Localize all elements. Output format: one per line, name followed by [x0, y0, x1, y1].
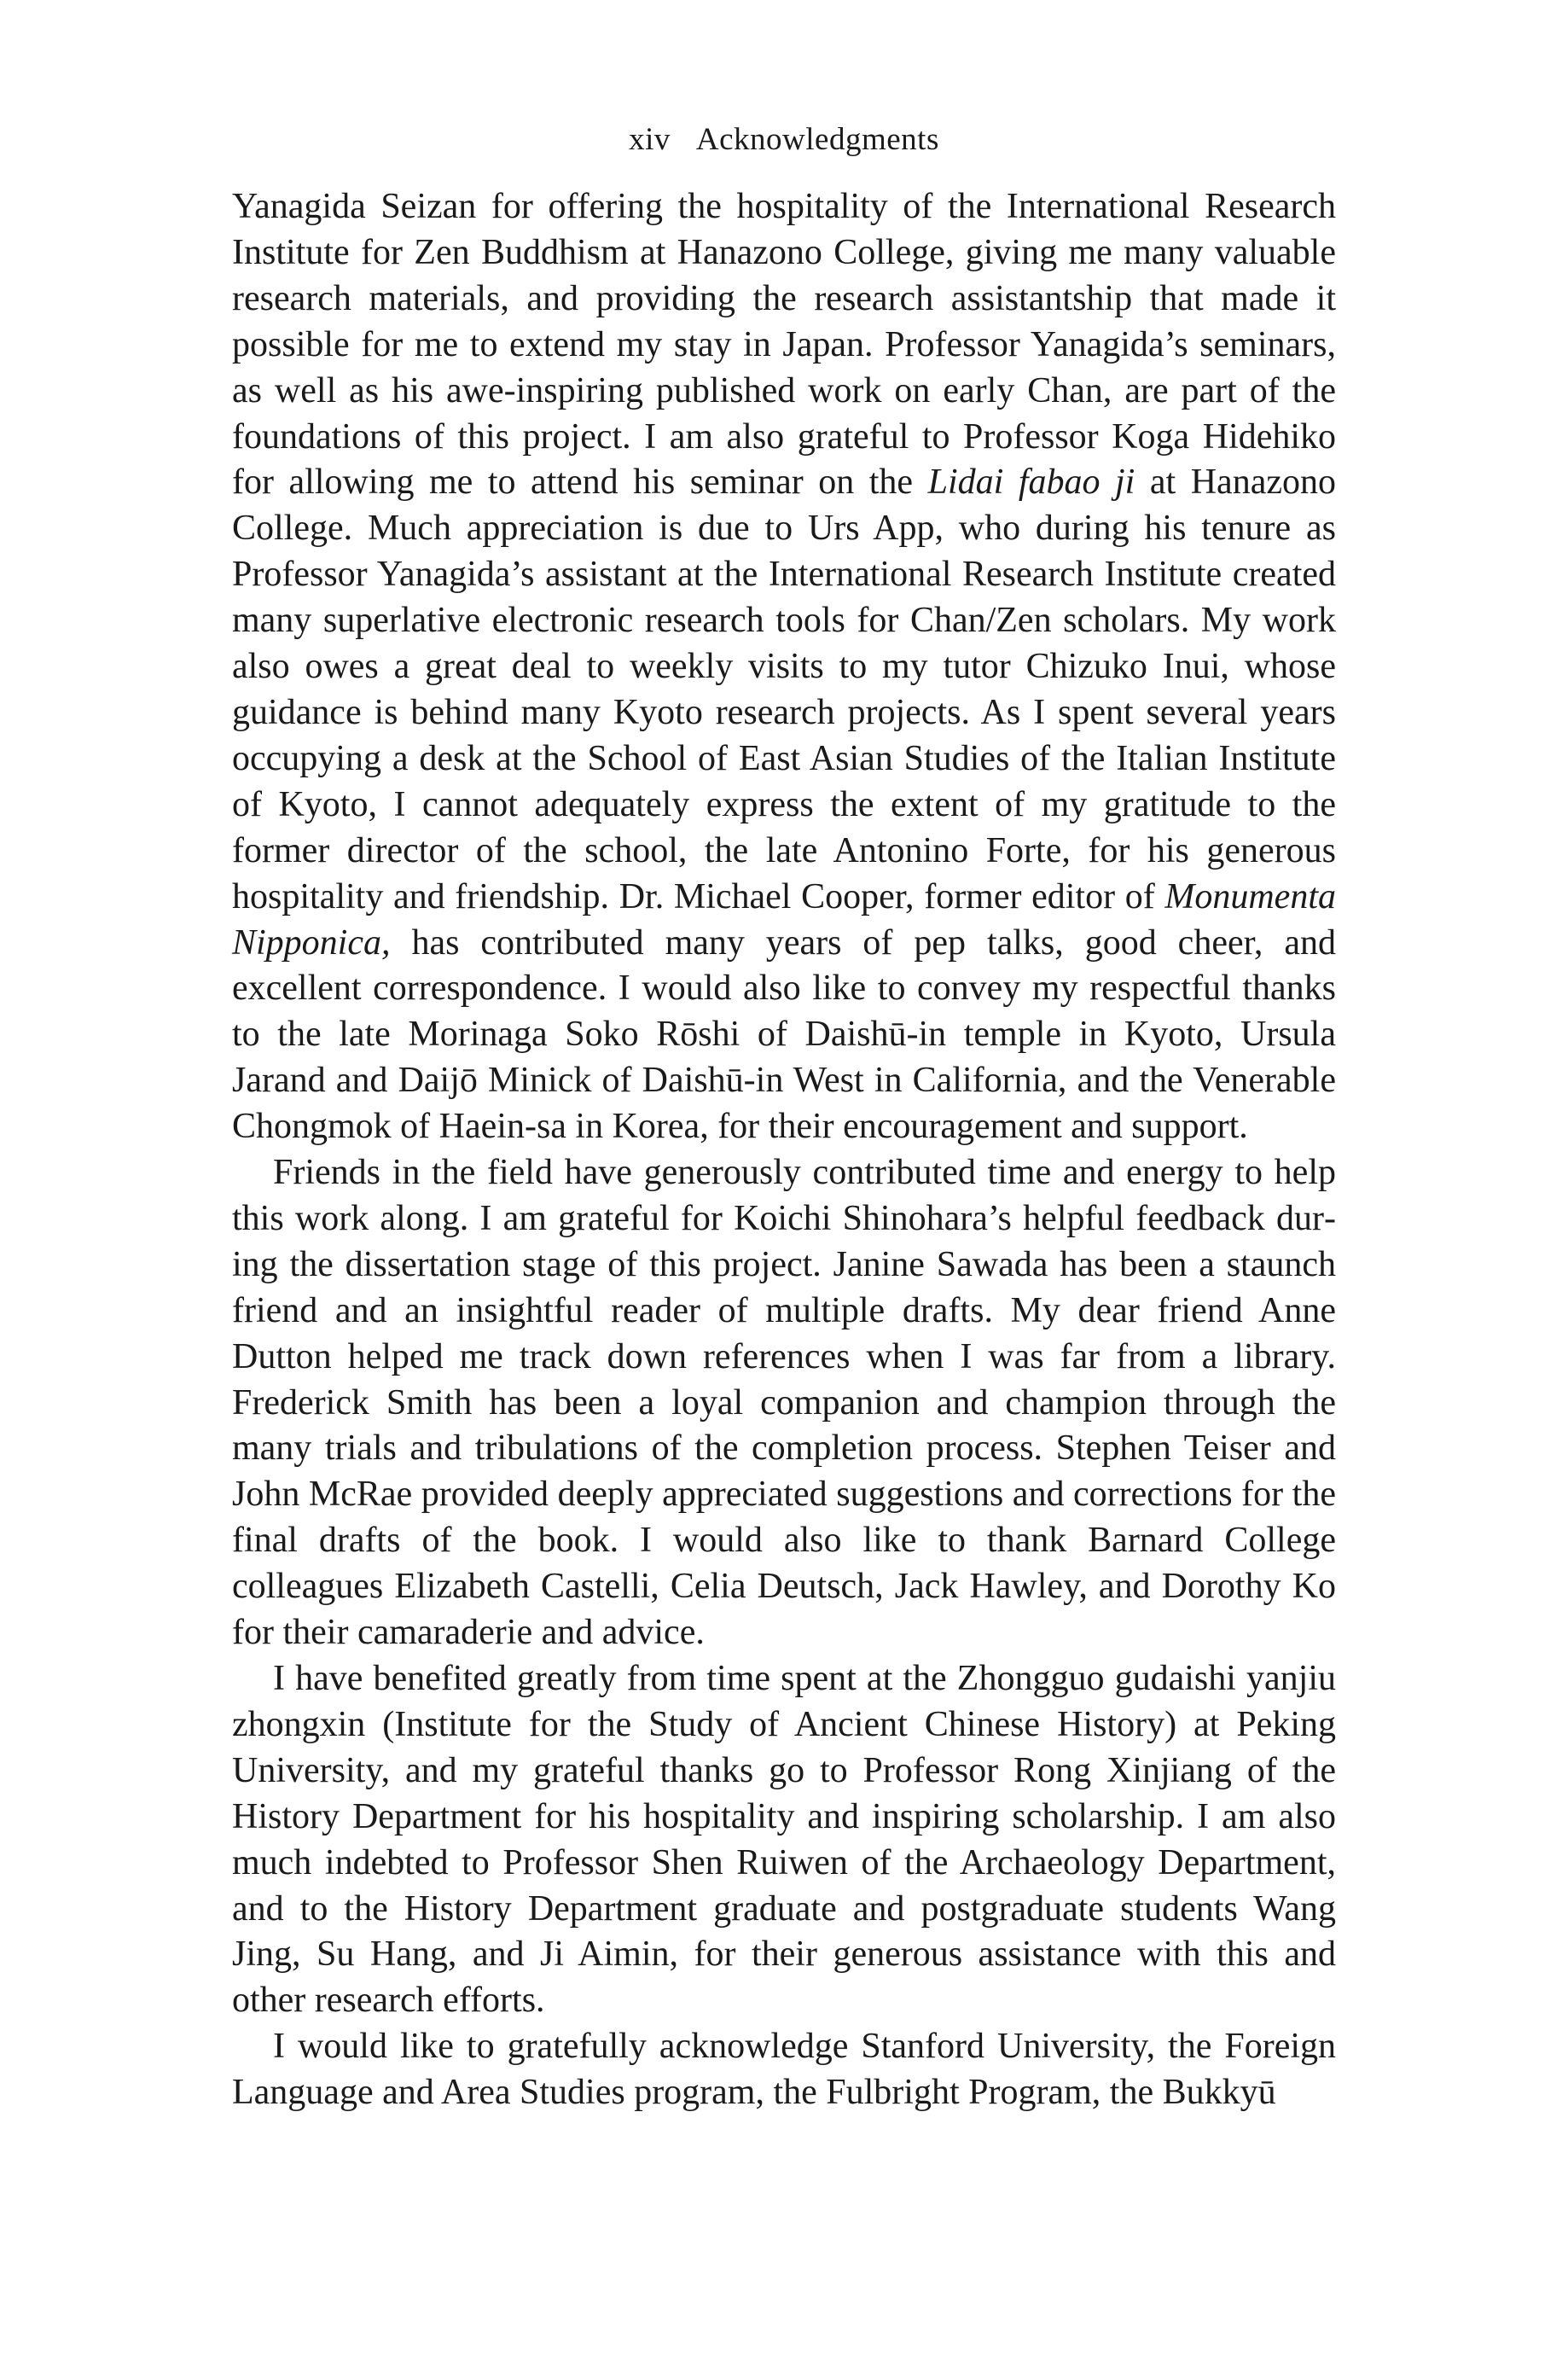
running-head [0, 116, 1568, 164]
paragraph-text: has contributed many years of pep talks, good cheer, and excellent correspondence. I would also like to convey my respectful thanks to the late Morinaga Soko Rōshi of Daishū-in temple in Kyoto, Ursula Jarand and Daijō Minick of Daishū-in West in California, and the Venerable Chongmok of Haein-sa in Korea, for their encouragement and support. [232, 922, 1336, 1147]
journal-title-italic: Monumenta Nipponica, [232, 876, 1336, 963]
running-title: Acknowledgments [695, 122, 939, 157]
book-title-italic: Lidai fabao ji [927, 463, 1135, 503]
paragraph-text: Yanagida Seizan for offering the hospitality of the International Research Institute for Zen Buddhism at Hanazono College, giving me many valuable research materials, and providing the research assistantship that made it possible for me to extend my stay in Japan. Professor Yanagida’s seminars, as well as his awe-inspiring published work on early Chan, are part of the foundations of this project. I am also grateful to Professor Koga Hidehiko for allowing me to attend his seminar on the [232, 187, 1336, 503]
paragraph: I have benefited greatly from time spent at the Zhongguo gudaishi yanjiu zhongxin (Institute for the Study of Ancient Chinese History) at Peking University, and my grateful thanks go to Professor Rong Xinjiang of the History Department for his hospitality and inspiring scholarship. I am also much indebted to Professor Shen Ruiwen of the Archaeology Department, and to the History Department graduate and postgraduate students Wang Jing, Su Hang, and Ji Aimin, for their generous assistance with this and other research efforts. [232, 1659, 1336, 2021]
page-number: xiv [629, 122, 671, 157]
paragraph: Friends in the field have generously contributed time and energy to help this work along. I am grateful for Koichi Shinohara’s helpful feedback during the dissertation stage of this project. Janine Sawada has been a staunch friend and an insightful reader of multiple drafts. My dear friend Anne Dutton helped me track down references when I was far from a library. Frederick Smith has been a loyal companion and champion through the many trials and tribulations of the completion process. Stephen Teiser and John McRae provided deeply appreciated suggestions and corrections for the final drafts of the book. I would also like to thank Barnard College colleagues Elizabeth Castelli, Celia Deutsch, Jack Hawley, and Dorothy Ko for their camaraderie and advice. [232, 1153, 1336, 1653]
paragraph-text: at Hanazono College. Much appreciation is due to Urs App, who during his tenure as Professor Yanagida’s assistant at the International Research Institute created many superlative electronic research tools for Chan/Zen scholars. My work also owes a great deal to weekly visits to my tutor Chizuko Inui, whose guidance is behind many Kyoto research projects. As I spent several years occupying a desk at the School of East Asian Studies of the Italian Institute of Kyoto, I cannot adequately express the extent of my gratitude to the former director of the school, the late Antonino Forte, for his generous hospitality and friendship. Dr. Michael Cooper, former editor of [232, 463, 1336, 916]
paragraph-continued [232, 184, 1336, 1150]
paragraph: I would like to gratefully acknowledge Stanford University, the Foreign Language and Area Studies program, the Fulbright Program, the Bukkyū [232, 2027, 1336, 2113]
body-text [232, 184, 1336, 2116]
